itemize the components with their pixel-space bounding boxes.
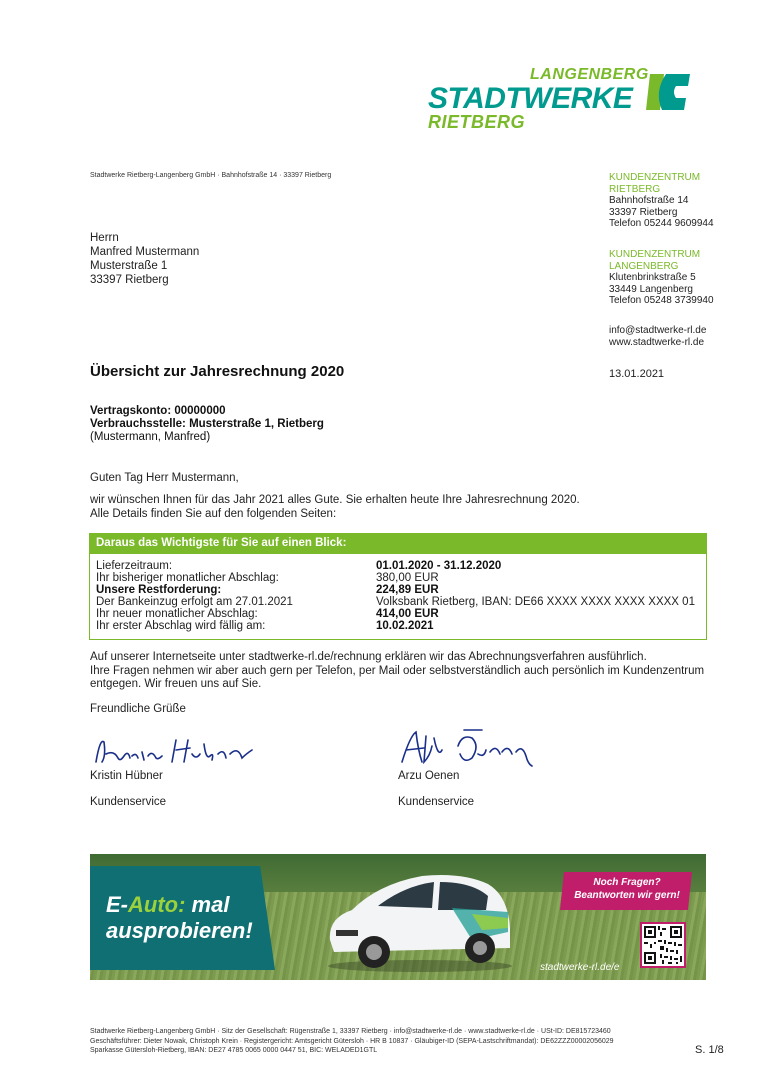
summary-row [96, 608, 695, 620]
signer-name: Kristin Hübner [90, 770, 163, 782]
logo-text-stadtwerke: STADTWERKE [428, 82, 633, 115]
signer-department: Kundenservice [90, 796, 167, 808]
contact-online [609, 325, 706, 348]
contract-owner: (Mustermann, Manfred) [90, 431, 211, 443]
banner-title-highlight: Auto: [128, 892, 186, 917]
center-heading: KUNDENZENTRUM [609, 172, 701, 183]
summary-value: 10.02.2021 [376, 620, 434, 632]
summary-row [96, 560, 695, 572]
center-heading: KUNDENZENTRUM [609, 249, 701, 260]
recipient-city: 33397 Rietberg [90, 274, 169, 286]
banner-title-rest: mal [185, 892, 230, 917]
intro-paragraph [90, 494, 580, 521]
greeting: Guten Tag Herr Mustermann, [90, 472, 239, 484]
footer-legal [90, 1027, 614, 1056]
summary-box [89, 533, 707, 640]
logo-mark-icon [646, 70, 692, 114]
summary-row [96, 620, 695, 632]
banner-url[interactable]: stadtwerke-rl.de/e [540, 962, 620, 973]
e-auto-banner[interactable] [90, 854, 706, 980]
info-line-1: Auf unserer Internetseite unter stadtwerke-rl.de/rechnung erklären wir das Abrechnungsverfahren ausführlich. [90, 651, 647, 663]
qr-code-icon[interactable] [640, 922, 686, 968]
summary-row [96, 584, 695, 596]
service-center-rietberg [609, 172, 714, 230]
summary-value: 224,89 EUR [376, 584, 439, 596]
contract-account: Vertragskonto: 00000000 [90, 405, 226, 417]
letter-date: 13.01.2021 [609, 368, 665, 380]
summary-value: 414,00 EUR [376, 608, 439, 620]
banner-title-line-2: ausprobieren! [106, 918, 253, 943]
center-phone: Telefon 05248 3739940 [609, 295, 714, 306]
recipient-salutation: Herrn [90, 232, 119, 244]
recipient-address [90, 231, 199, 287]
summary-value: Volksbank Rietberg, IBAN: DE66 XXXX XXXX XXXX XXXX 01 [376, 596, 695, 608]
summary-value: 380,00 EUR [376, 572, 439, 584]
consumption-location: Verbrauchsstelle: Musterstraße 1, Rietberg [90, 418, 324, 430]
center-city: 33449 Langenberg [609, 283, 693, 295]
service-center-langenberg [609, 249, 714, 307]
summary-row [96, 572, 695, 584]
signature-hubner-icon [92, 732, 262, 772]
summary-label: Lieferzeitraum: [96, 560, 173, 572]
center-street: Bahnhofstraße 14 [609, 195, 689, 206]
recipient-name: Manfred Mustermann [90, 246, 200, 258]
summary-label: Ihr bisheriger monatlicher Abschlag: [96, 572, 279, 584]
intro-line-2: Alle Details finden Sie auf den folgenden Seiten: [90, 507, 337, 520]
banner-question-text [570, 876, 684, 902]
center-city: 33397 Rietberg [609, 206, 678, 218]
banner-title [106, 892, 253, 944]
contact-email-link[interactable]: info@stadtwerke-rl.de [609, 325, 707, 336]
summary-value: 01.01.2020 - 31.12.2020 [376, 560, 502, 572]
recipient-street: Musterstraße 1 [90, 260, 168, 272]
summary-heading: Daraus das Wichtigste für Sie auf einen Blick: [90, 534, 706, 554]
center-phone: Telefon 05244 9609944 [609, 218, 714, 229]
summary-label: Unsere Restforderung: [96, 584, 222, 596]
summary-table [96, 560, 695, 632]
page-title: Übersicht zur Jahresrechnung 2020 [90, 363, 345, 380]
page-number: S. 1/8 [695, 1044, 724, 1056]
closing: Freundliche Grüße [90, 703, 186, 715]
summary-label: Der Bankeinzug erfolgt am 27.01.2021 [96, 596, 293, 608]
logo-text-langenberg: LANGENBERG [530, 66, 649, 83]
contact-web-link[interactable]: www.stadtwerke-rl.de [609, 336, 705, 348]
center-heading-city: LANGENBERG [609, 260, 679, 272]
footer-line-2: Geschäftsführer: Dieter Nowak, Christoph Krein · Registergericht: Amtsgericht Gütersloh · HR B 10837 · Gläubiger-ID (SEPA-Lastschriftmandat): DE62ZZZ00002056029 [90, 1037, 614, 1045]
banner-title-prefix: E- [106, 892, 128, 917]
center-heading-city: RIETBERG [609, 183, 661, 195]
summary-label: Ihr erster Abschlag wird fällig am: [96, 620, 266, 632]
company-logo [428, 66, 698, 136]
info-paragraph [90, 651, 704, 692]
intro-line-1: wir wünschen Ihnen für das Jahr 2021 alles Gute. Sie erhalten heute Ihre Jahresrechnung 2020. [90, 494, 580, 506]
info-line-2: Ihre Fragen nehmen wir aber auch gern per Telefon, per Mail oder selbstverständlich auch persönlich im Kundenzentrum [90, 664, 705, 677]
electric-car-icon [322, 868, 518, 974]
banner-question-line-1: Noch Fragen? [593, 877, 661, 888]
banner-question-line-2: Beantworten wir gern! [574, 890, 680, 901]
footer-line-3: Sparkasse Gütersloh-Rietberg, IBAN: DE27 4785 0065 0000 0447 51, BIC: WELADED1GTL [90, 1047, 378, 1054]
signature-oenen-icon [398, 726, 538, 772]
center-street: Klutenbrinkstraße 5 [609, 272, 696, 283]
sender-line: Stadtwerke Rietberg-Langenberg GmbH · Bahnhofstraße 14 · 33397 Rietberg [90, 172, 332, 179]
signer-department: Kundenservice [398, 796, 475, 808]
summary-label: Ihr neuer monatlicher Abschlag: [96, 608, 258, 620]
signer-name: Arzu Oenen [398, 770, 460, 782]
summary-row [96, 596, 695, 608]
footer-line-1: Stadtwerke Rietberg-Langenberg GmbH · Sitz der Gesellschaft: Rügenstraße 1, 33397 Rietberg · info@stadtwerke-rl.de · www.stadtwerke-rl.de · USt-ID: DE815723460 [90, 1028, 611, 1035]
contract-info [90, 405, 324, 444]
logo-text-rietberg: RIETBERG [428, 112, 526, 132]
info-line-3: entgegen. Wir freuen uns auf Sie. [90, 678, 262, 690]
